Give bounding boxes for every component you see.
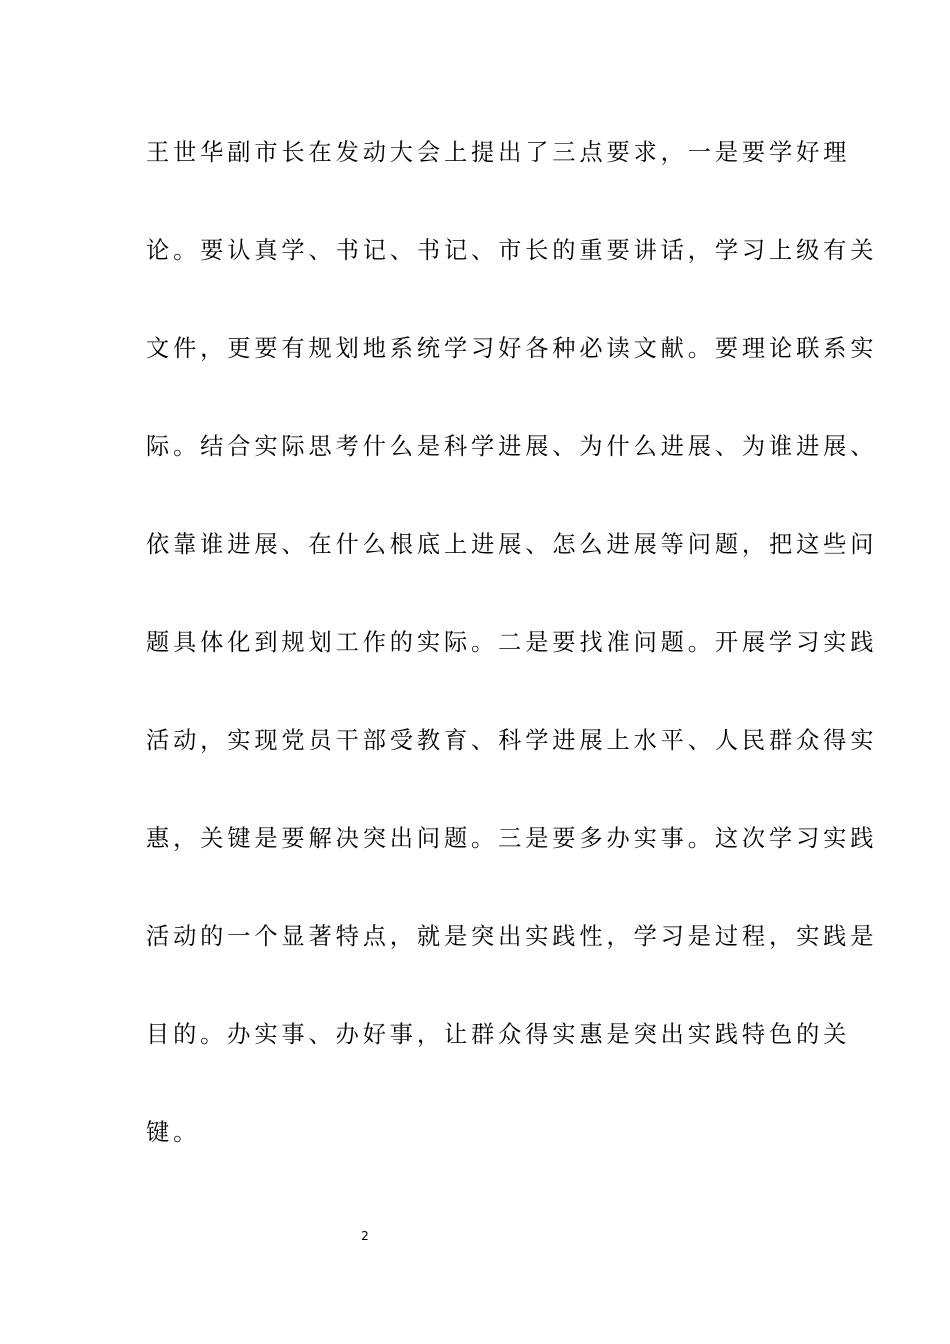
text-line: 惠，关键是要解决突出问题。三是要多办实事。这次学习实践 xyxy=(146,825,878,852)
body-paragraph xyxy=(146,125,878,1203)
text-line: 键。 xyxy=(146,1119,201,1146)
text-line: 目的。办实事、办好事，让群众得实惠是突出实践特色的关 xyxy=(146,1021,851,1048)
text-line: 活动，实现党员干部受教育、科学进展上水平、人民群众得实 xyxy=(146,727,878,754)
text-line: 依靠谁进展、在什么根底上进展、怎么进展等问题，把这些问 xyxy=(146,531,878,558)
page-number: 2 xyxy=(361,1229,369,1243)
text-line: 题具体化到规划工作的实际。二是要找准问题。开展学习实践 xyxy=(146,629,878,656)
text-line: 文件，更要有规划地系统学习好各种必读文献。要理论联系实 xyxy=(146,335,878,362)
text-line: 际。结合实际思考什么是科学进展、为什么进展、为谁进展、 xyxy=(146,433,878,460)
text-line: 王世华副市长在发动大会上提出了三点要求，一是要学好理 xyxy=(146,139,851,166)
text-line: 活动的一个显著特点，就是突出实践性，学习是过程，实践是 xyxy=(146,923,878,950)
text-line: 论。要认真学、书记、书记、市长的重要讲话，学习上级有关 xyxy=(146,237,878,264)
